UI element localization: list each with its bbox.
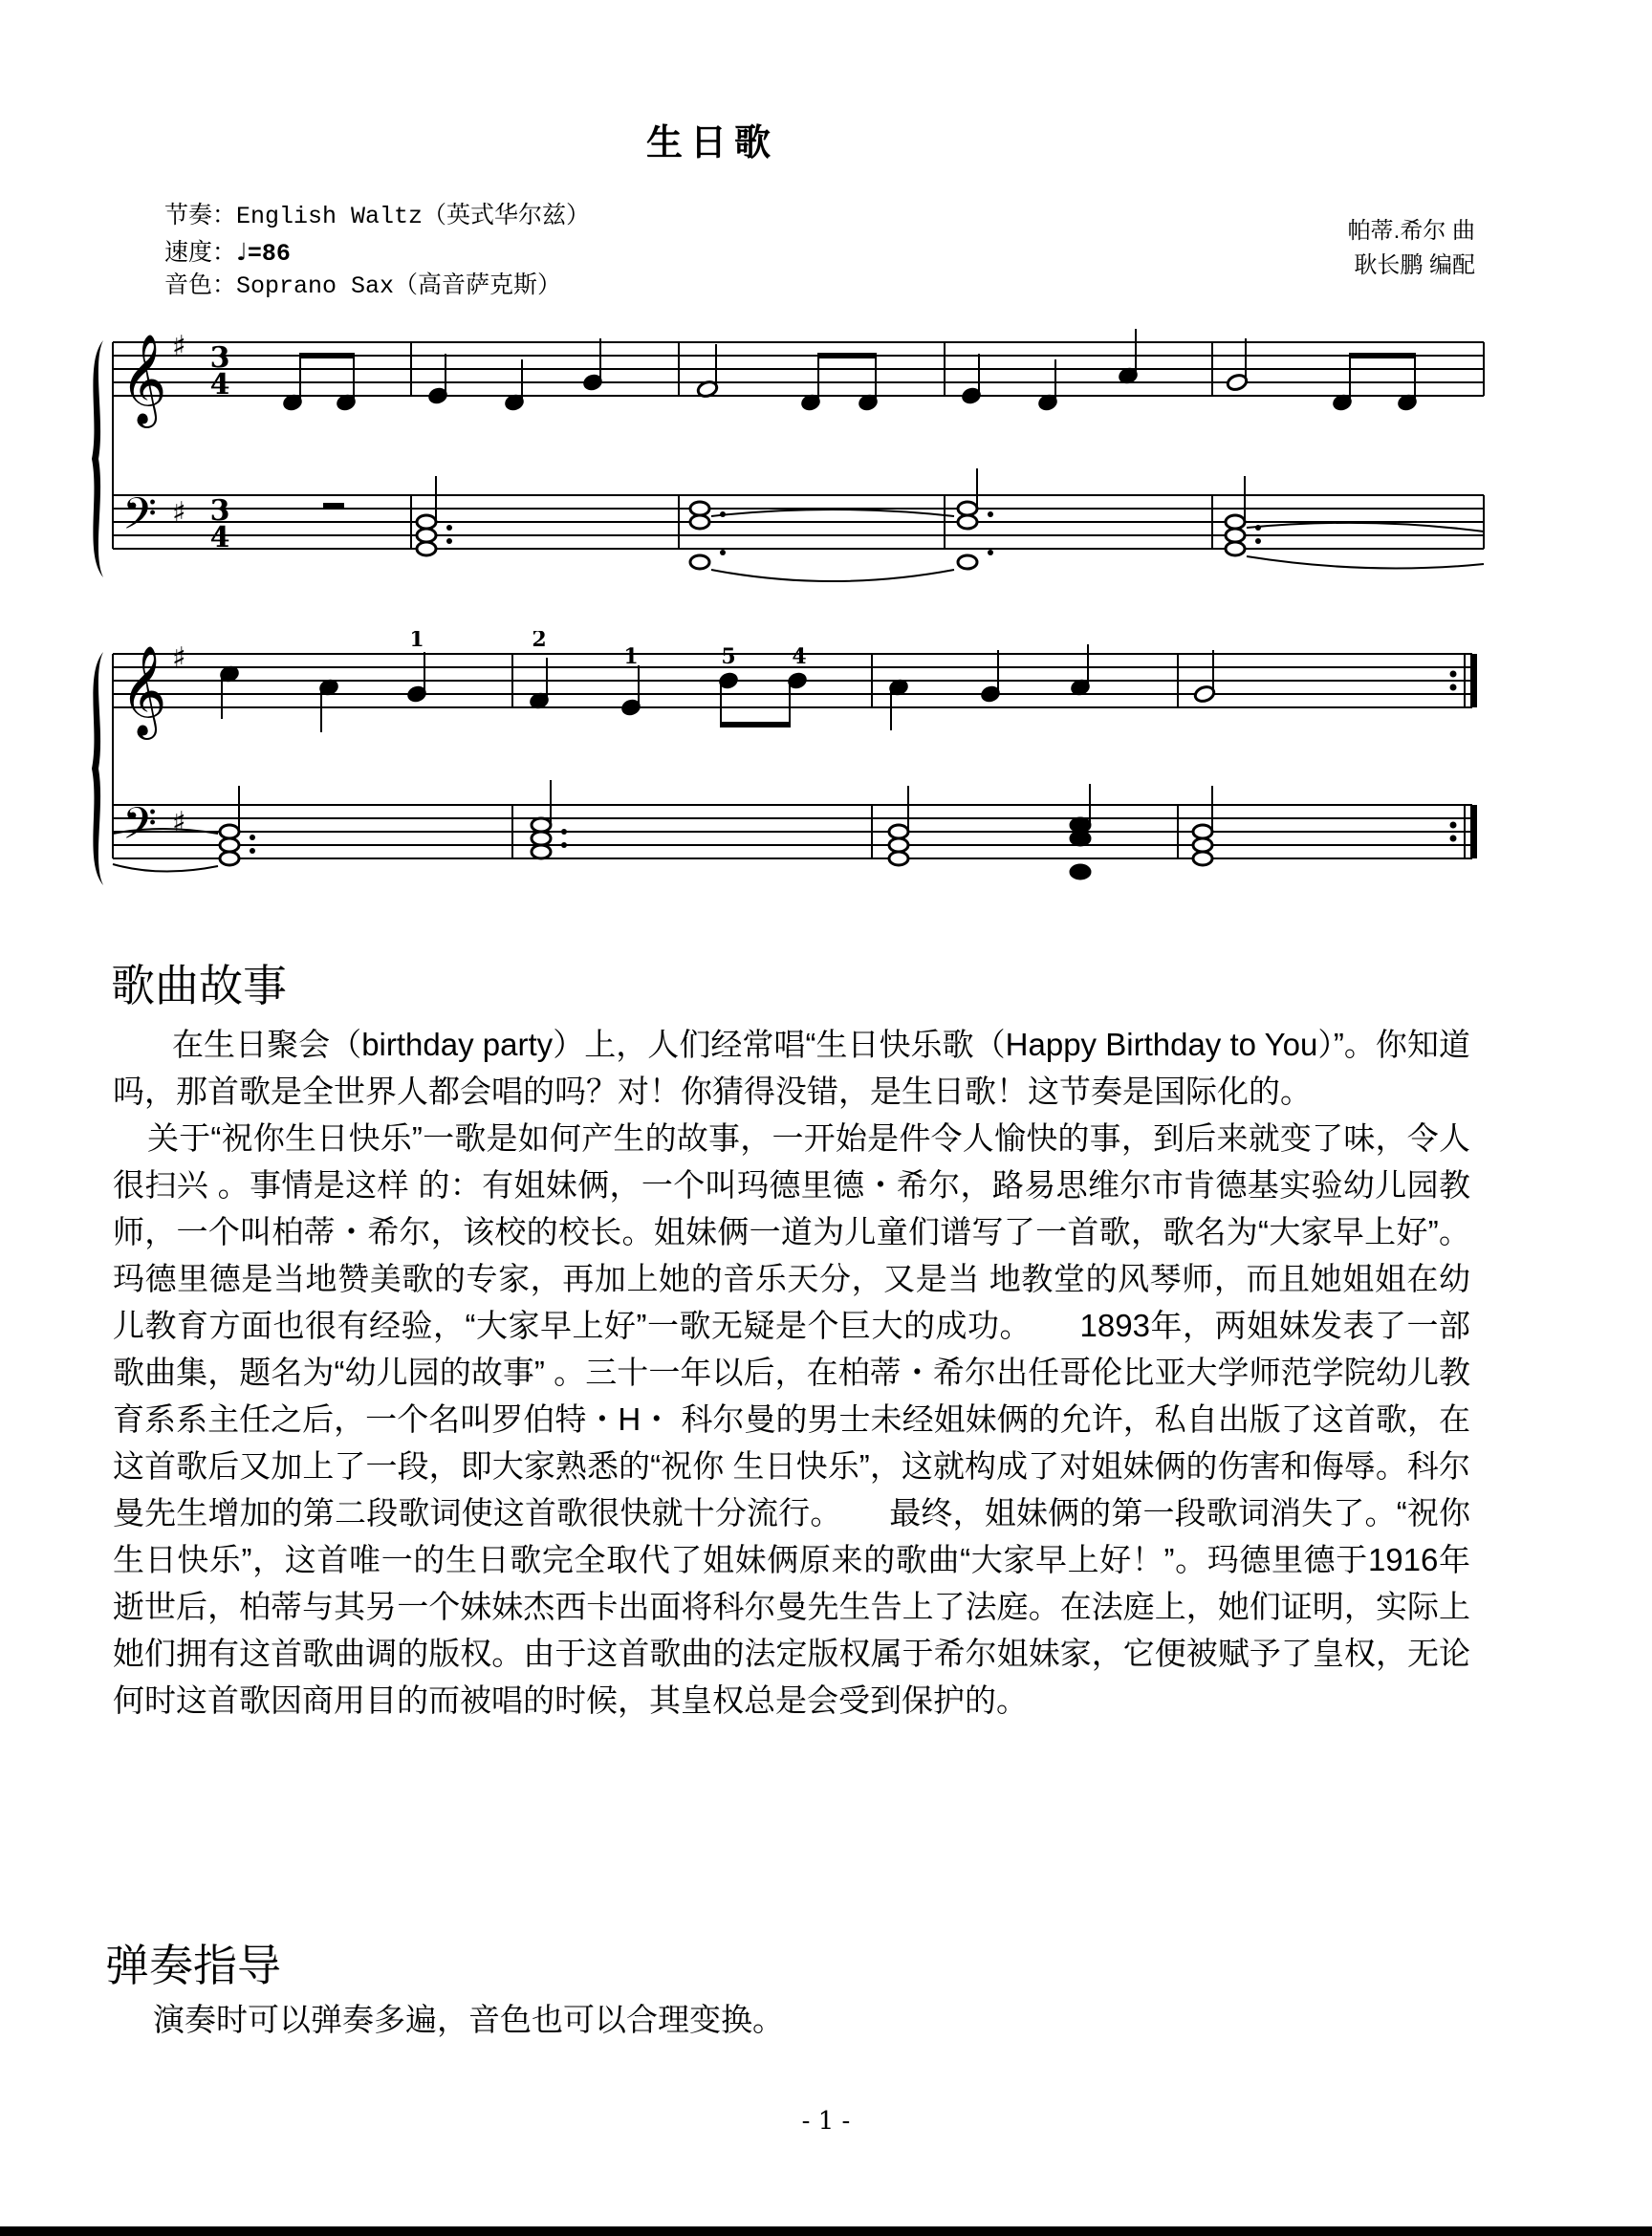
note — [532, 818, 551, 832]
bass-sharp-icon: ♯ — [172, 806, 186, 839]
note — [220, 825, 239, 838]
tie — [711, 570, 954, 581]
note — [889, 852, 908, 865]
bass-staff-lines — [113, 495, 1484, 549]
note — [958, 555, 977, 569]
note — [1071, 818, 1090, 832]
story-paragraph-1: 在生日聚会（birthday party）上，人们经常唱“生日快乐歌（Happy Birthday to You）”。你知道吗，那首歌是全世界人都会唱的吗？对！你猜得没错，是生日歌！这节奏是国际化的。 — [113, 1027, 1470, 1109]
treble-clef-icon: 𝄞 — [120, 645, 167, 736]
note — [1193, 825, 1212, 838]
treble-time-bottom: 4 — [209, 368, 230, 402]
tempo-label: 速度： — [164, 240, 237, 268]
bass-time-top: 3 — [209, 494, 230, 528]
bass-sharp-icon: ♯ — [172, 496, 186, 530]
note — [889, 825, 908, 838]
tie — [1247, 523, 1484, 532]
fingering: 1 — [623, 644, 639, 669]
note — [220, 838, 239, 852]
page-number: - 1 - — [801, 2107, 851, 2136]
note — [532, 832, 551, 845]
note — [417, 515, 436, 529]
note — [1226, 515, 1245, 529]
quarter-note-icon: ♩ — [236, 238, 248, 266]
note — [958, 502, 977, 515]
treble-staff-lines — [113, 342, 1484, 396]
story-body — [113, 1021, 1470, 1724]
voice-info: 音色：Soprano Sax（高音萨克斯） — [164, 272, 562, 300]
guide-heading: 弹奏指导 — [105, 1941, 281, 1990]
bass-clef-icon: 𝄢 — [122, 798, 158, 860]
rhythm-info: 节奏：English Waltz（英式华尔兹） — [164, 203, 591, 230]
note — [417, 529, 436, 542]
bottom-rule — [0, 2226, 1652, 2236]
treble-sharp-icon: ♯ — [172, 641, 186, 675]
note — [690, 555, 709, 569]
note — [1226, 529, 1245, 542]
bass-time-bottom: 4 — [209, 521, 230, 554]
note — [690, 502, 709, 515]
grand-staff-brace — [92, 652, 103, 885]
guide-text: 演奏时可以弹奏多遍，音色也可以合理变换。 — [153, 2002, 784, 2037]
grand-staff-brace — [92, 340, 103, 577]
fingering: 2 — [532, 631, 547, 652]
song-title: 生日歌 — [645, 120, 778, 163]
note — [1193, 838, 1212, 852]
barlines — [113, 342, 1484, 549]
tie — [1247, 556, 1484, 569]
note — [1071, 865, 1090, 879]
tempo-info — [164, 236, 291, 271]
note — [958, 515, 977, 529]
note — [532, 845, 551, 858]
half-rest — [323, 503, 344, 509]
tempo-value: =86 — [247, 240, 291, 268]
note — [220, 852, 239, 865]
final-barline — [1450, 654, 1478, 858]
fingering: 5 — [721, 644, 736, 669]
story-paragraph-2: 关于“祝你生日快乐”一歌是如何产生的故事，一开始是件令人愉快的事，到后来就变了味，令人很扫兴 。事情是这样 的：有姐妹俩，一个叫玛德里德・希尔，路易思维尔市肯德基实验幼儿园教师，一个叫柏蒂・希尔，该校的校长。姐妹俩一道为儿童们谱写了一首歌，歌名为“大家早上好”。玛德里德是当地赞美歌的专家，再加上她的音乐天分，又是当 地教堂的风琴师，而且她姐姐在幼儿教育方面也很有经验，“大家早上好”一歌无疑是个巨大的成功。 1893年，两姐妹发表了一部歌曲集，题名为“幼儿园的故事” 。三十一年以后，在柏蒂・希尔出任哥伦比亚大学师范学院幼儿教育系系主任之后，一个名叫罗伯特・H・ 科尔曼的男士未经姐妹俩的允许，私自出版了这首歌，在这首歌后又加上了一段，即大家熟悉的“祝你 生日快乐”，这就构成了对姐妹俩的伤害和侮辱。科尔曼先生增加的第二段歌词使这首歌很快就十分流行。 最终，姐妹俩的第一段歌词消失了。“祝你生日快乐”，这首唯一的生日歌完全取代了姐妹俩原来的歌曲“大家早上好！”。玛德里德于1916年逝世后，柏蒂与其另一个妹妹杰西卡出面将科尔曼先生告上了法庭。在法庭上，她们证明，实际上她们拥有这首歌曲调的版权。由于这首歌曲的法定版权属于希尔姐妹家，它便被赋予了皇权，无论何时这首歌因商用目的而被唱的时候，其皇权总是会受到保护的。 — [113, 1120, 1470, 1718]
tie — [113, 864, 218, 872]
treble-sharp-icon: ♯ — [172, 330, 186, 363]
note — [1071, 832, 1090, 845]
fingering: 1 — [409, 631, 424, 652]
note — [417, 542, 436, 555]
score-system-1 — [0, 315, 1652, 593]
arranger-credit: 耿长鹏 编配 — [1354, 252, 1475, 278]
note — [690, 515, 709, 529]
fingering: 4 — [792, 644, 807, 669]
story-heading: 歌曲故事 — [111, 961, 287, 1010]
note — [1226, 542, 1245, 555]
bass-staff-lines — [113, 805, 1472, 858]
composer-credit: 帕蒂.希尔 曲 — [1347, 218, 1475, 244]
tie — [711, 510, 954, 516]
score-system-2 — [0, 631, 1652, 889]
note — [889, 838, 908, 852]
bass-clef-icon: 𝄢 — [122, 488, 158, 551]
treble-time-top: 3 — [209, 341, 230, 375]
treble-clef-icon: 𝄞 — [120, 334, 167, 424]
note — [1193, 852, 1212, 865]
